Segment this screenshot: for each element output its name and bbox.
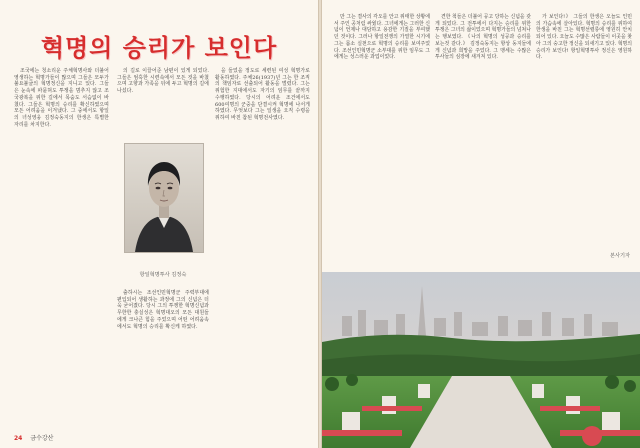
paragraph: 만 그는 결사의 각오를 안고 위태한 상황에서 주인 공처럼 싸웠다. 그녀에게는 그러한 신념이 언제나 대담하고 용감한 기질을 부여했던 것이다. 그러나 항일전쟁의 가열한 시기에 그는 몸소 실천으로 혁명의 승리를 보여주었다. 조선인민혁명군 소부대를 위한 임무도 그에게는 성스러운 과업이었다. (334, 14, 430, 61)
page-number: 24 (14, 435, 23, 442)
right-text-column-1 (334, 14, 430, 264)
right-text-column-3 (536, 14, 632, 264)
right-page (322, 0, 640, 448)
cemetery-landscape-photo (322, 272, 640, 448)
paragraph: 가 보인다!》 그들의 한생은 오늘도 인민의 가슴속에 살아있다. 혁명의 승리를 위하여 한생을 바친 그는 혁명선렬릉에 영원히 안치되어 있다. 오늘도 수많은 사람들이 이곳을 찾아 그의 숭고한 정신을 되새기고 있다. 혁명의 승리가 보인다! 항일혁명투사 정신은 영원하다. (536, 14, 632, 61)
text-column-2-bottom (117, 290, 209, 436)
right-text-column-2 (435, 14, 531, 264)
magazine-name: 금수강산 (30, 435, 54, 442)
article-title: 혁명의 승리가 보인다 (40, 33, 278, 62)
page-footer (14, 433, 53, 442)
portrait-caption: 항일혁명투사 김정숙 (139, 272, 187, 278)
portrait-photo (124, 143, 204, 253)
paragraph: 출하시는 조선인민혁명군 주력부대에 편입되어 생활하는 과정에 그의 신념은 더욱 굳어졌다. 당시 그의 투쟁한 혁명신념과 무한한 충실성은 혁명대오의 모든 대원들에게 크나큰 힘을 주었으며 어떤 어려움속에서도 혁명의 승리를 확신케 하였다. (117, 290, 209, 330)
paragraph: 조국에는 청소리운 주체혁명사와 더불어 영생하는 혁명가들이 많으며 그들은 모두가 불요불굴의 혁명정신을 지니고 있다. 그들은 눈속에 파묻혀도 투쟁을 멈추지 않고 조국광복을 위한 길에서 목숨도 서슴없이 바쳤다. 그들은 혁명의 승리를 확신하였으며 모든 어려움을 이겨냈다. 그 중에서도 항일의 녀성영웅 김정숙동지의 한생은 특별한 자리를 차지한다. (14, 68, 109, 128)
paragraph: 의 길로 이끌어준 남편이 있게 되었다. 그들은 엄혹한 시련속에서 모든 것을 바쳤으며 고향과 가족을 뒤에 두고 혁명의 길에 나섰다. (117, 68, 209, 95)
left-page (0, 0, 318, 448)
text-column-1 (14, 68, 109, 436)
paragraph: 을 들었을 정도로 세련된 여성 혁명가로 활동하였다. 주체26(1937)년 그는 한 조직의 책임자로 선출되어 활동을 벌렸다. 그는 위험한 지대에서도 자기의 임무를 끝까지 수행하였다. 당시의 어려운 조건에서도 600여명의 군중을 단결시켜 혁명에 나서게 하였다. 무엇보다 그는 일생을 오직 수령을 위하여 바친 참된 혁명전사였다. (215, 68, 310, 121)
paragraph: 견한 척들은 더불어 공고 당하는 신념을 갖게 되었다. 그 전투에서 다지는 승리를 위한 투쟁은 그녀의 삶이었으며 혁명가들의 넘쳐나는 행보였다. 《나의 혁명의 성공과 승리를 보는것 같다.》 김정숙동지는 항상 동지들에게 신념과 희망을 주었다. 그 맹세는 수많은 투사들의 심장에 새겨져 있다. (435, 14, 531, 61)
byline: 본사기자 (609, 253, 630, 259)
text-column-3 (215, 68, 310, 436)
